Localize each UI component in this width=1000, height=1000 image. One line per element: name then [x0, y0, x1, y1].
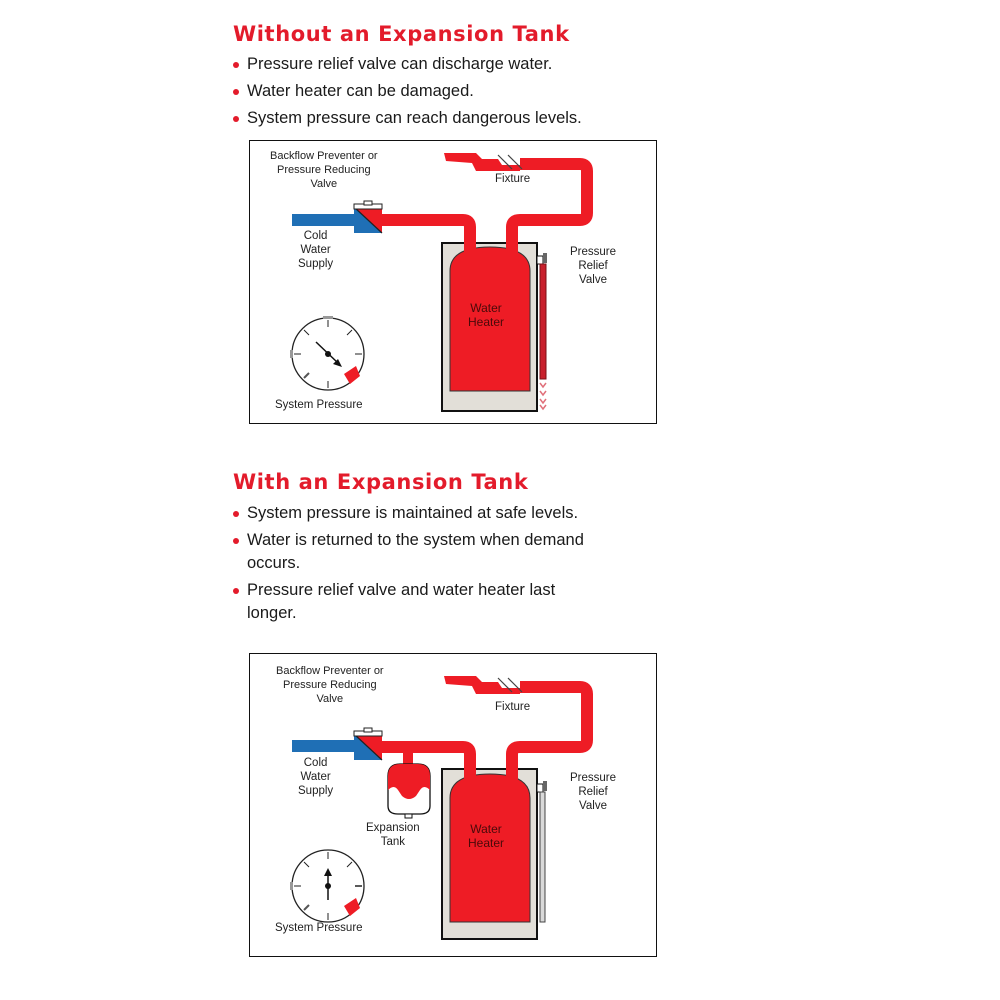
- heading-without-expansion-tank: Without an Expansion Tank: [233, 22, 570, 46]
- bullet-text: System pressure can reach dangerous levels.: [247, 109, 582, 127]
- label-expansion-tank: Expansion Tank: [366, 822, 420, 848]
- bullet-dot-icon: [233, 89, 239, 95]
- bullet-dot-icon: [233, 538, 239, 544]
- bullet-item: [233, 529, 587, 575]
- bullet-text: Water heater can be damaged.: [247, 82, 474, 100]
- bullet-text: Pressure relief valve and water heater last longer.: [247, 581, 556, 622]
- bullet-item: [233, 107, 582, 130]
- label-fixture: Fixture: [495, 173, 531, 185]
- label-cold-water-supply: Cold Water Supply: [298, 757, 334, 797]
- bullet-list-with: [233, 502, 587, 629]
- expansion-tank: [388, 752, 430, 818]
- bullet-item: [233, 579, 587, 625]
- label-system-pressure: System Pressure: [275, 399, 363, 411]
- label-pressure-relief-valve: Pressure Relief Valve: [570, 772, 617, 812]
- label-fixture: Fixture: [495, 701, 531, 713]
- bullet-list-without: [233, 53, 582, 134]
- bullet-text: Pressure relief valve can discharge water.: [247, 55, 553, 73]
- bullet-item: [233, 502, 587, 525]
- relief-pipe-dry: [540, 792, 545, 922]
- cold-water-pipe: [292, 214, 354, 226]
- discharge-water-icon: [540, 383, 546, 409]
- diagram-without-expansion-tank: [249, 140, 657, 424]
- diagram-with-expansion-tank: [249, 653, 657, 957]
- bullet-item: [233, 80, 582, 103]
- label-cold-water-supply: Cold Water Supply: [298, 230, 334, 270]
- bullet-dot-icon: [233, 588, 239, 594]
- label-pressure-relief-valve: Pressure Relief Valve: [570, 246, 617, 286]
- bullet-dot-icon: [233, 511, 239, 517]
- bullet-text: System pressure is maintained at safe levels.: [247, 504, 579, 522]
- label-water-heater: Water Heater: [468, 301, 505, 329]
- label-water-heater: Water Heater: [468, 822, 505, 850]
- pressure-gauge-normal: [290, 850, 364, 922]
- relief-valve: [537, 256, 543, 264]
- label-system-pressure: System Pressure: [275, 922, 363, 934]
- bullet-dot-icon: [233, 116, 239, 122]
- bullet-dot-icon: [233, 62, 239, 68]
- label-backflow-preventer: Backflow Preventer or Pressure Reducing Valve: [276, 665, 384, 705]
- bullet-text: Water is returned to the system when demand occurs.: [247, 531, 584, 572]
- bullet-item: [233, 53, 582, 76]
- heading-with-expansion-tank: With an Expansion Tank: [233, 470, 529, 494]
- relief-discharge-pipe: [540, 264, 546, 379]
- pressure-gauge-high: [290, 316, 364, 390]
- label-backflow-preventer: Backflow Preventer or Pressure Reducing Valve: [270, 150, 378, 190]
